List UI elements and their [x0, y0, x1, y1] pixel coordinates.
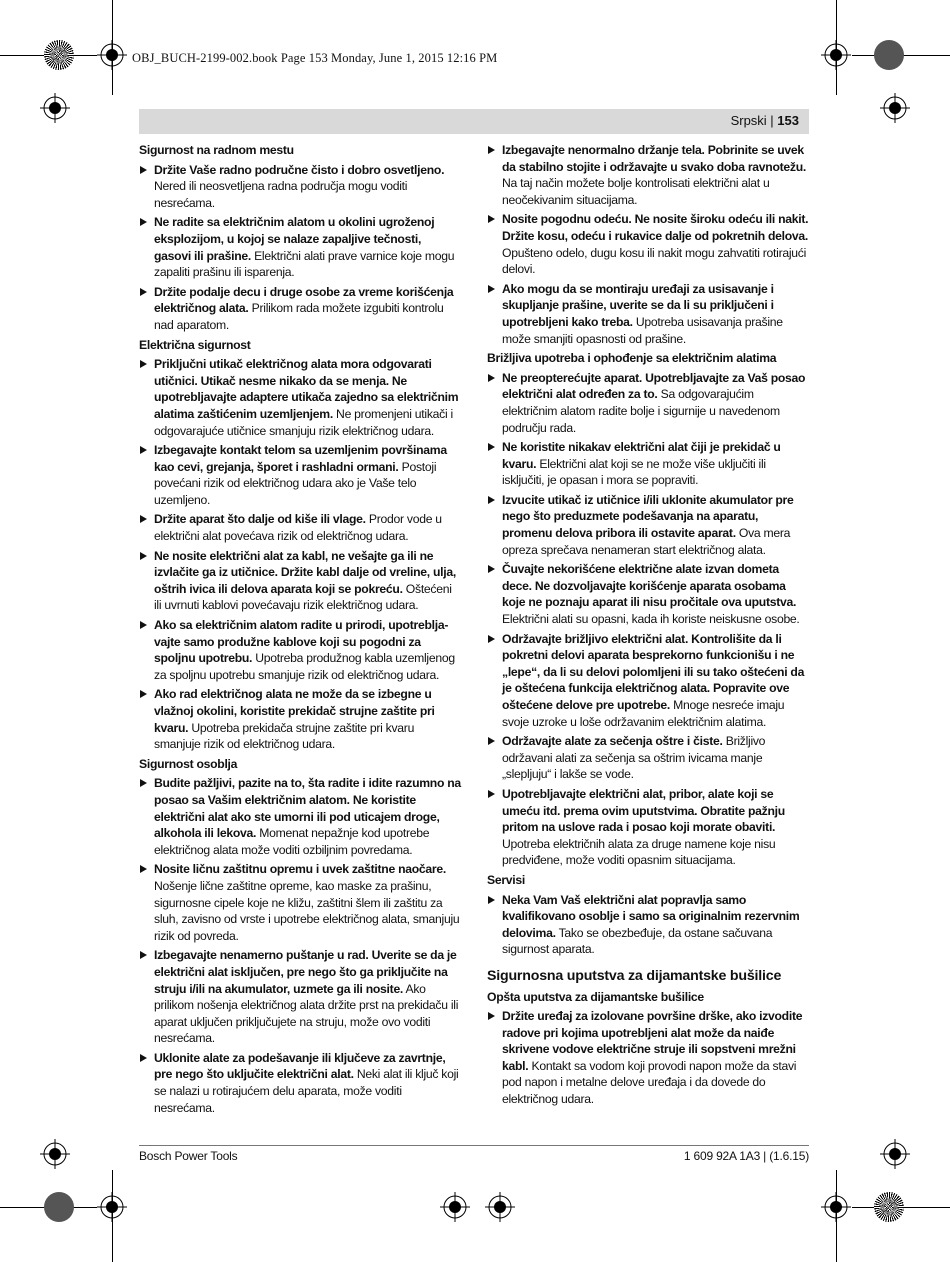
instruction-bold: Izbegavajte nenamerno puštanje u rad. Uverite se da je električni alat isključen, pre nego što ga priključite na struju i/ili na akumulator, uzmete ga ili nosite. [154, 948, 457, 996]
instruction-text: Upotreba električnih alata za druge namene koje nisu predviđene, može voditi opasnim situacijama. [502, 836, 776, 868]
list-item [487, 733, 809, 783]
list-item [487, 561, 809, 627]
section-heading: Servisi [487, 872, 526, 887]
list-item [487, 211, 809, 277]
gray-mark-icon [44, 1192, 74, 1222]
section-heading: Sigurnost osoblja [139, 756, 238, 771]
triangle-bullet-icon [488, 790, 495, 798]
triangle-bullet-icon [140, 166, 147, 174]
instruction-bold: Ako mogu da se montiraju uređaji za usisavanje i skupljanje prašine, uverite se da li su priključeni i upotrebljeni kako treba. [502, 281, 774, 329]
instruction-bold: Čuvajte nekorišćene električne alate izvan dometa dece. Ne dozvoljavajte korišćenje aparata osobama koje ne poznaju aparat ili nisu pročitale ova uputstva. [502, 562, 797, 610]
rosette-mark-icon [44, 40, 74, 70]
instruction-bold: Nosite ličnu zaštitnu opremu i uvek zaštitne naočare. [154, 862, 446, 877]
triangle-bullet-icon [488, 565, 495, 573]
instruction-text: Postoji povećani rizik od električnog udara ako je Vaše telo uzemljeno. [154, 459, 437, 507]
instruction-bold: Ne nosite električni alat za kabl, ne vešajte ga ili ne izvlačite ga iz utičnice. Držite kabl dalje od vreline, ulja, oštrih ivica ili delova aparata koji se pokreću. [154, 548, 456, 596]
list-item [139, 356, 461, 439]
list-item [487, 1008, 809, 1108]
instruction-text: Električni alat koji se ne može više uključiti ili isključiti, je opasan i mora se popraviti. [502, 456, 766, 488]
list-item [139, 686, 461, 752]
triangle-bullet-icon [488, 443, 495, 451]
instruction-text: Sa odgovarajućim električnim alatom radite bolje i sigurnije u navedenom području rada. [502, 387, 780, 435]
instruction-text: Brižljivo održavani alati za sečenja sa oštrim ivicama manje „slepljuju“ i lakše se vode. [502, 734, 766, 782]
instruction-text: Ne promenjeni utikači i odgovarajuće utičnice smanjuju rizik električnog udara. [154, 406, 453, 438]
instruction-text: Opušteno odelo, dugu kosu ili nakit mogu zahvatiti rotirajući delovi. [502, 245, 807, 277]
list-item [139, 1050, 461, 1116]
instruction-bold: Budite pažljivi, pazite na to, šta radite i idite razumno na posao sa Vašim električnim alatom. Ne koristite električni alat ako ste umorni ili pod uticajem droge, alkohola ili lekova. [154, 776, 461, 841]
section-heading: Opšta uputstva za dijamantske bušilice [487, 989, 704, 1004]
section-heading: Sigurnost na radnom mestu [139, 143, 294, 157]
list-item [487, 631, 809, 731]
instruction-text: Neki alat ili ključ koji se nalazi u rotirajućem delu aparata, može voditi nesrećama. [154, 1067, 459, 1115]
registration-mark-icon [821, 40, 851, 70]
instruction-bold: Ne radite sa električnim alatom u okolini ugroženoj eksplozijom, u kojoj se nalaze zapaljive tečnosti, gasovi ili prašine. [154, 215, 435, 263]
gray-mark-icon [874, 40, 904, 70]
instruction-bold: Držite Vaše radno područne čisto i dobro osvetljeno. [154, 162, 445, 177]
triangle-bullet-icon [140, 951, 147, 959]
page-number: 153 [777, 113, 799, 128]
triangle-bullet-icon [488, 285, 495, 293]
instruction-bold: Izbegavajte kontakt telom sa uzemljenim površinama kao cevi, grejanja, šporet i rashladni ormani. [154, 443, 447, 474]
list-item [139, 617, 461, 683]
instruction-bold: Izvucite utikač iz utičnice i/ili uklonite akumulator pre nego što preduzmete podešavanja na aparatu, promenu delova pribora ili ostavite aparat. [502, 492, 794, 541]
instruction-text: Prodor vode u električni alat povećava rizik od električnog udara. [154, 512, 442, 544]
list-item [487, 281, 809, 347]
footer-brand: Bosch Power Tools [139, 1149, 238, 1163]
header-bar [139, 109, 809, 134]
instruction-text: Ako prilikom nošenja električnog alata držite prst na prekidaču ili aparat uključen priključujete na struju, može ovo voditi nesrećama. [154, 981, 459, 1046]
triangle-bullet-icon [140, 218, 147, 226]
instruction-bold: Održavajte alate za sečenja oštre i čiste. [502, 734, 723, 749]
instruction-bold: Priključni utikač električnog alata mora odgovarati utičnici. Utikač nesme nikako da se menja. Ne upotrebljavajte adaptere utikača zajedno sa električnim alatima zaštićenim uzemljenjem. [154, 357, 459, 421]
footer-rule [139, 1145, 809, 1146]
section-name: Srpski [730, 113, 767, 128]
registration-mark-icon [821, 1192, 851, 1222]
registration-mark-icon [97, 1192, 127, 1222]
registration-mark-icon [880, 93, 910, 123]
triangle-bullet-icon [140, 360, 147, 368]
list-item [139, 214, 461, 280]
triangle-bullet-icon [488, 1012, 495, 1020]
instruction-text: Nošenje lične zaštitne opreme, kao maske za prašinu, sigurnosne cipele koje ne kližu, zaštitni šlem ili zaštitu za sluh, zavisno od vrste i upotrebe električnog alata, smanjuju rizik od povreda. [154, 878, 460, 943]
instruction-text: Mnoge nesreće imaju svoje uzroke u loše održavanim električnim alatima. [502, 698, 785, 729]
instruction-bold: Držite aparat što dalje od kiše ili vlage. [154, 512, 366, 527]
instruction-text: Upotreba usisavanja prašine može smanjiti opasnosti od prašine. [502, 314, 783, 346]
instruction-bold: Izbegavajte nenormalno držanje tela. Pobrinite se uvek da stabilno stojite i održavajte u svako doba ravnotežu. [502, 143, 806, 174]
triangle-bullet-icon [140, 690, 147, 698]
instruction-bold: Ne preopterećujte aparat. Upotrebljavajte za Vaš posao električni alat određen za to. [502, 370, 806, 402]
list-item [487, 370, 809, 436]
instruction-text: Upotreba produžnog kabla uzemljenog za spoljnu upotrebu smanjuje rizik od električnog udara. [154, 651, 455, 682]
section-heading: Električna sigurnost [139, 337, 251, 352]
instruction-bold: Ako rad električnog alata ne može da se izbegne u vlažnoj okolini, koristite prekidač strujne zaštite pri kvaru. [154, 687, 435, 735]
triangle-bullet-icon [488, 737, 495, 745]
instruction-bold: Držite uređaj za izolovane površine drške, ako izvodite radove pri kojima upotrebljeni alat može da naiđe skrivene vodove električne struje ili sopstveni mrežni kabl. [502, 1009, 803, 1073]
list-item [139, 284, 461, 334]
registration-mark-icon [440, 1192, 470, 1222]
instruction-text: Nered ili neosvetljena radna područja mogu voditi nesrećama. [154, 179, 408, 210]
instruction-bold: Uklonite alate za podešavanje ili ključeve za zavrtnje, pre nego što uključite električni alat. [154, 1050, 446, 1082]
list-item [487, 142, 809, 208]
triangle-bullet-icon [140, 779, 147, 787]
book-info-line: OBJ_BUCH-2199-002.book Page 153 Monday, June 1, 2015 12:16 PM [132, 51, 498, 65]
triangle-bullet-icon [140, 552, 147, 560]
triangle-bullet-icon [488, 496, 495, 504]
instruction-text: Na taj način možete bolje kontrolisati električni alat u neočekivanim situacijama. [502, 176, 770, 207]
instruction-text: Električni alati su opasni, kada ih koriste neiskusne osobe. [502, 612, 800, 627]
registration-mark-icon [40, 93, 70, 123]
right-column [487, 142, 809, 1111]
registration-mark-icon [880, 1139, 910, 1169]
instruction-text: Oštećeni ili uvrnuti kablovi povećavaju rizik električnog udara. [154, 581, 452, 613]
triangle-bullet-icon [140, 1054, 147, 1062]
list-item [139, 162, 461, 212]
list-item [487, 786, 809, 869]
instruction-bold: Držite podalje decu i druge osobe za vreme korišćenja električnog alata. [154, 284, 454, 316]
instruction-text: Kontakt sa vodom koji provodi napon može da stavi pod napon i metalne delove uređaja i da dovede do električnog udara. [502, 1058, 797, 1107]
triangle-bullet-icon [140, 288, 147, 296]
header-separator: | [766, 113, 778, 128]
section-heading: Brižljiva upotreba i ophođenje sa električnim alatima [487, 351, 777, 366]
page-reference [731, 113, 799, 128]
triangle-bullet-icon [488, 215, 495, 223]
triangle-bullet-icon [140, 621, 147, 629]
list-item [139, 947, 461, 1047]
instruction-text: Momenat nepažnje kod upotrebe električnog alata može voditi ozbiljnim povredama. [154, 826, 430, 857]
instruction-text: Prilikom rada možete izgubiti kontrolu nad aparatom. [154, 301, 444, 332]
triangle-bullet-icon [488, 635, 495, 643]
list-item [487, 439, 809, 489]
major-section-heading: Sigurnosna uputstva za dijamantske bušilice [487, 967, 782, 984]
triangle-bullet-icon [140, 446, 147, 454]
instruction-text: Ova mera opreza sprečava nenameran start električnog alata. [502, 526, 791, 557]
footer-code: 1 609 92A 1A3 | (1.6.15) [683, 1149, 809, 1163]
list-item [139, 548, 461, 614]
instruction-bold: Upotrebljavajte električni alat, pribor, alate koji se umeću itd. prema ovim uputstvima. Obratite pažnju pritom na uslove rada i posao koji morate obaviti. [502, 786, 785, 835]
registration-mark-icon [485, 1192, 515, 1222]
list-item [487, 892, 809, 958]
triangle-bullet-icon [488, 374, 495, 382]
instruction-bold: Održavajte brižljivo električni alat. Kontrolišite da li pokretni delovi aparata besprekorno funkcionišu i ne „lepe“, da li su delovi polomljeni ili su tako oštećeni da je oštećena funkcija električnog alata. Popravite ove oštećene delove pre upotrebe. [502, 631, 805, 712]
registration-mark-icon [97, 40, 127, 70]
instruction-text: Električni alati prave varnice koje mogu zapaliti prašinu ili isparenja. [154, 248, 455, 280]
list-item [139, 775, 461, 858]
triangle-bullet-icon [488, 146, 495, 154]
instruction-bold: Ako sa električnim alatom radite u prirodi, upotreblja-vajte samo produžne kablove koji su pogodni za spoljnu upotrebu. [154, 618, 449, 666]
list-item [139, 861, 461, 944]
list-item [139, 511, 461, 544]
instruction-bold: Nosite pogodnu odeću. Ne nosite široku odeću ili nakit. Držite kosu, odeću i rukavice dalje od pokretnih delova. [502, 212, 809, 243]
registration-mark-icon [40, 1139, 70, 1169]
instruction-bold: Neka Vam Vaš električni alat popravlja samo kvalifikovano osoblje i samo sa originalnim rezervnim delovima. [502, 892, 800, 940]
instruction-text: Upotreba prekidača strujne zaštite pri kvaru smanjuje rizik od električnog udara. [154, 720, 415, 752]
list-item [139, 442, 461, 508]
list-item [487, 492, 809, 558]
triangle-bullet-icon [140, 865, 147, 873]
triangle-bullet-icon [140, 515, 147, 523]
left-column [139, 142, 461, 1119]
rosette-mark-icon [874, 1192, 904, 1222]
instruction-bold: Ne koristite nikakav električni alat čiji je prekidač u kvaru. [502, 440, 781, 471]
instruction-text: Tako se obezbeđuje, da ostane sačuvana sigurnost aparata. [502, 925, 773, 957]
triangle-bullet-icon [488, 896, 495, 904]
